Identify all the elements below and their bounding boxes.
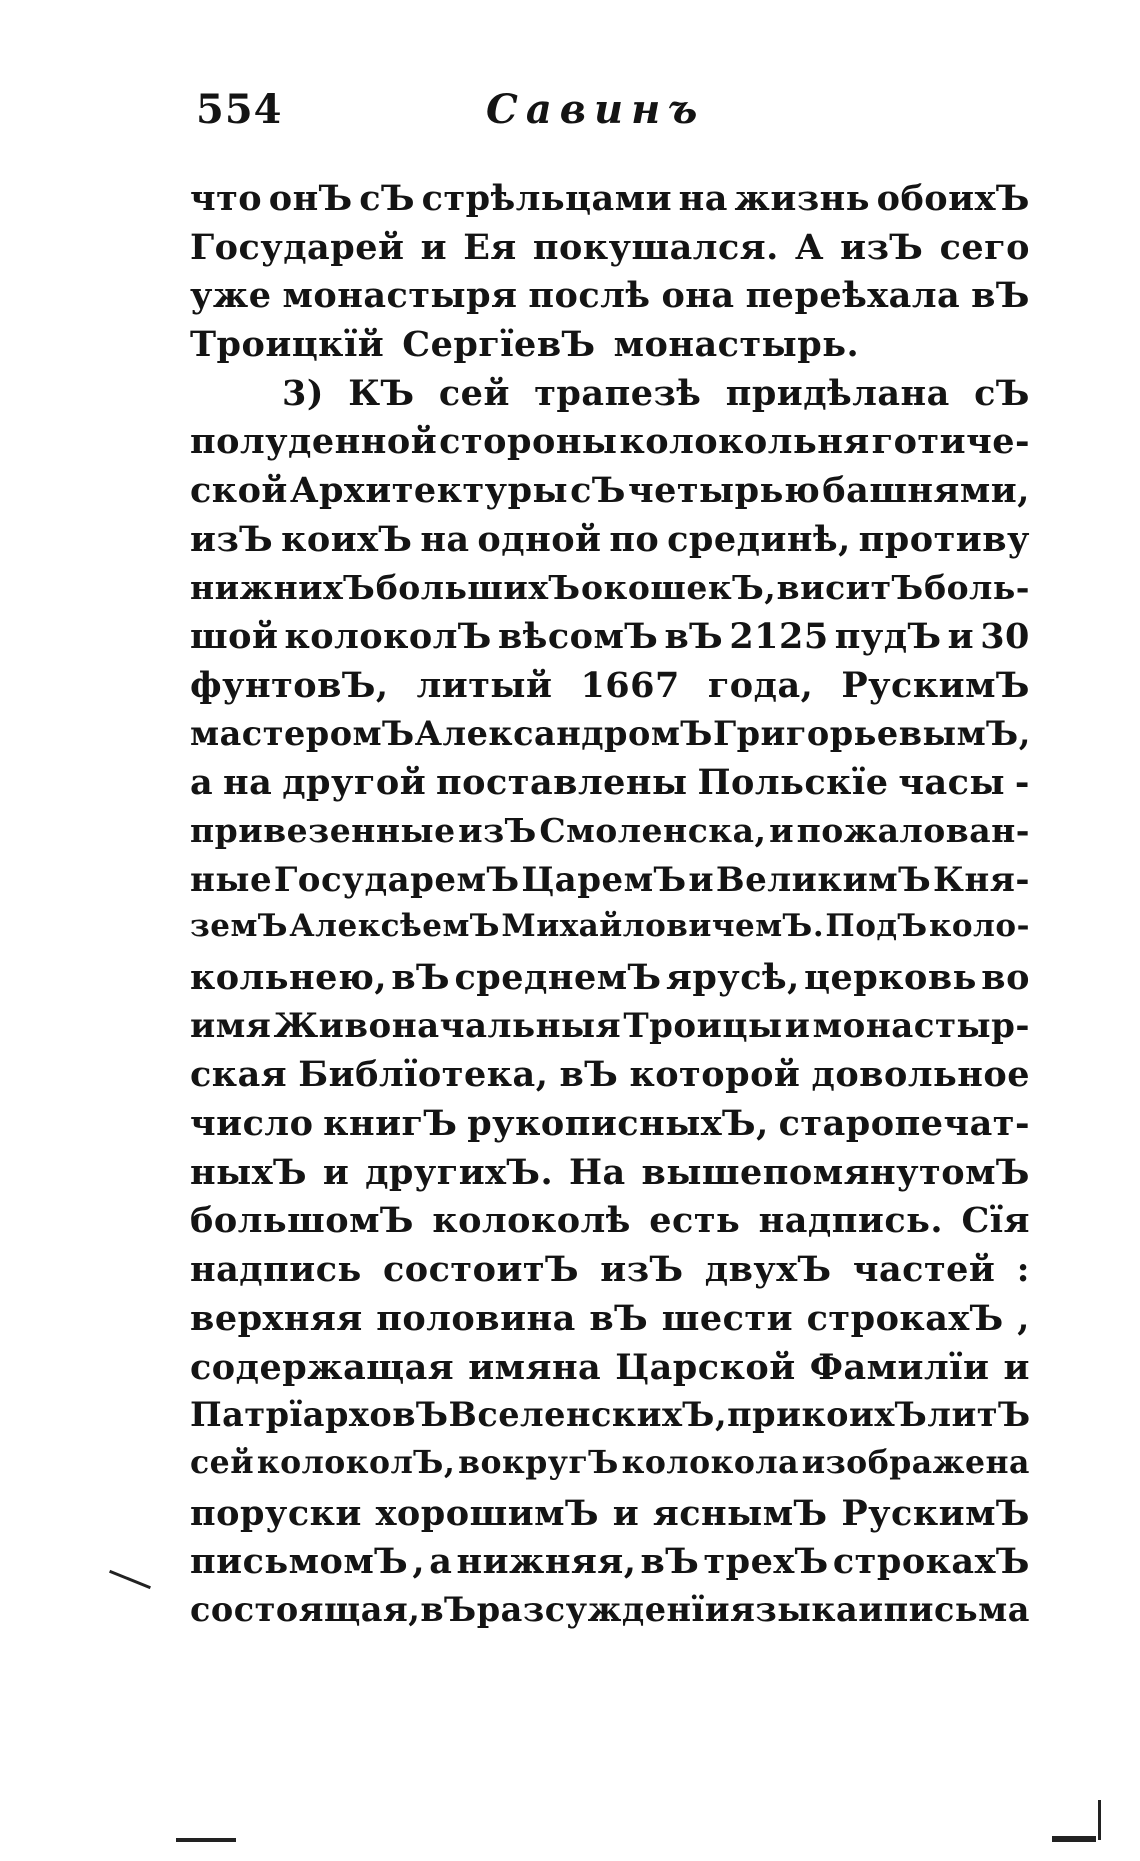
word: РускимЪ	[841, 1492, 1030, 1534]
word: Государей	[190, 226, 405, 268]
word: привезенные	[190, 810, 456, 850]
word: переѣхала	[745, 275, 961, 317]
word: полуденной	[190, 421, 438, 463]
word: и	[784, 1005, 811, 1046]
word: надпись.	[758, 1200, 944, 1242]
word: кольнею,	[190, 957, 388, 998]
word: придѣлана	[725, 372, 950, 414]
word: готиче-	[871, 421, 1030, 463]
word: а	[429, 1541, 453, 1583]
word: ,	[1017, 1297, 1030, 1339]
word: на	[678, 178, 728, 219]
word: 1667	[580, 664, 680, 706]
word: поруски	[190, 1492, 362, 1534]
word: вЪ	[559, 1054, 619, 1096]
word: на	[420, 518, 470, 560]
text-line	[190, 1395, 1030, 1444]
text-line	[190, 1590, 1030, 1639]
word: окошекЪ,	[581, 567, 777, 607]
word: довольное	[811, 1054, 1030, 1096]
word: жизнь	[734, 178, 871, 219]
word: изЪ	[458, 810, 537, 850]
word: Фамилїи	[809, 1346, 990, 1388]
word: колокола	[621, 1443, 799, 1481]
word: содержащая	[190, 1346, 455, 1388]
word: ЦаремЪ	[521, 859, 687, 900]
word: Ея	[463, 226, 517, 268]
text-line	[190, 811, 1030, 860]
word: среднемЪ	[454, 957, 662, 998]
word: ныхЪ	[190, 1151, 308, 1193]
running-head: Савинъ	[486, 86, 706, 133]
word: частей	[852, 1249, 996, 1291]
word: ВеликимЪ	[715, 859, 932, 900]
word: ская	[190, 1054, 288, 1096]
word: обоихЪ	[876, 178, 1030, 219]
word: и	[688, 859, 715, 900]
word: изЪ	[840, 226, 924, 268]
text-line	[190, 275, 1030, 324]
text-line	[190, 957, 1030, 1006]
word: которой	[629, 1054, 801, 1096]
text-line	[190, 324, 1030, 373]
word: ПодЪ	[825, 908, 928, 945]
word: большихЪ	[375, 567, 581, 607]
word: Смоленска,	[539, 810, 767, 850]
word: другой	[282, 762, 427, 804]
word: коло-	[928, 908, 1030, 945]
word: 2125	[729, 616, 829, 658]
text-line	[190, 1152, 1030, 1201]
scan-mark	[1052, 1836, 1096, 1842]
text-line	[190, 1006, 1030, 1055]
word: яснымЪ	[652, 1492, 828, 1534]
word: состоитЪ	[382, 1249, 580, 1291]
word: противу	[858, 518, 1030, 560]
word: Кня-	[932, 859, 1030, 900]
text-line	[190, 1200, 1030, 1249]
word: изображена	[801, 1443, 1030, 1481]
word: пудЪ	[834, 616, 942, 658]
word: монастыр-	[812, 1005, 1030, 1046]
word: А	[794, 226, 824, 268]
word: письмомЪ	[190, 1541, 409, 1583]
word: ярусѣ,	[665, 957, 800, 998]
word: вЪ	[971, 275, 1030, 317]
word: сей	[190, 1443, 255, 1481]
word: сего	[939, 226, 1030, 268]
word: вѣсомЪ	[497, 616, 659, 658]
word: шой	[190, 616, 279, 658]
word: стороны	[439, 421, 618, 463]
text-line	[190, 762, 1030, 811]
text-line	[190, 714, 1030, 763]
scan-mark	[176, 1838, 236, 1842]
word: МихайловичемЪ.	[501, 908, 825, 945]
word: РускимЪ	[841, 664, 1030, 706]
word: и	[612, 1492, 640, 1534]
word: КЪ	[348, 372, 415, 414]
scan-mark	[1098, 1800, 1101, 1840]
word: строкахЪ	[806, 1297, 1004, 1339]
word: строкахЪ	[832, 1541, 1030, 1583]
word: онЪ	[268, 178, 353, 219]
word: нижняя,	[456, 1541, 637, 1583]
word: часы	[898, 762, 1006, 804]
word: шести	[661, 1297, 794, 1339]
word: вокругЪ	[458, 1443, 619, 1481]
word: сЪ	[570, 470, 626, 512]
word: число	[190, 1103, 314, 1145]
text-line	[190, 227, 1030, 276]
word: Сїя	[961, 1200, 1030, 1242]
word: хорошимЪ	[375, 1492, 600, 1534]
word: мастеромЪ	[190, 713, 415, 753]
word: -	[1014, 762, 1030, 804]
word: ные	[190, 859, 273, 900]
word: сЪ	[974, 372, 1030, 414]
word: вЪ	[589, 1297, 649, 1339]
word: ПатрїарховЪ	[190, 1395, 449, 1435]
word: верхняя	[190, 1297, 363, 1339]
text-line	[190, 519, 1030, 568]
word: литый	[416, 664, 553, 706]
word: виситЪ	[776, 567, 924, 607]
word: имя	[190, 1005, 272, 1046]
word: стрѣльцами	[421, 178, 673, 219]
word: АлексѣемЪ	[289, 908, 501, 945]
text-line	[190, 1347, 1030, 1396]
page-number: 554	[196, 86, 283, 133]
text-line	[190, 665, 1030, 714]
text-line	[190, 908, 1030, 957]
word: и	[322, 1151, 350, 1193]
word: Живоначальныя	[273, 1005, 622, 1046]
word: по	[609, 518, 660, 560]
text-line	[190, 421, 1030, 470]
word: монастыря	[282, 275, 518, 317]
word: 30	[980, 616, 1030, 658]
word: :	[1016, 1249, 1030, 1291]
word: разсужденїи	[476, 1589, 731, 1629]
word: боль-	[924, 567, 1030, 607]
word: а	[190, 762, 214, 804]
word: и	[769, 810, 795, 850]
word: колоколѣ	[432, 1200, 631, 1242]
word: вЪ	[420, 1589, 477, 1629]
word: колокольня	[619, 421, 870, 463]
word: надпись	[190, 1249, 362, 1291]
word: АлександромЪ	[414, 713, 713, 753]
word: ГригорьевымЪ,	[712, 713, 1031, 753]
word: и	[858, 1589, 884, 1629]
text-line	[190, 1249, 1030, 1298]
page-header	[196, 86, 1036, 146]
word: послѣ	[528, 275, 651, 317]
word: 3)	[282, 372, 324, 414]
word: нижнихЪ	[190, 567, 376, 607]
word: ВселенскихЪ,	[448, 1395, 728, 1435]
word: во	[981, 957, 1030, 998]
word: и	[947, 616, 975, 658]
word: На	[568, 1151, 626, 1193]
word: монастырь.	[613, 324, 860, 366]
word: Польскїе	[697, 762, 889, 804]
word: СергїевЪ	[402, 324, 596, 366]
word: старопечат-	[778, 1103, 1030, 1145]
word: вышепомянутомЪ	[641, 1151, 1030, 1193]
word: колоколЪ	[284, 616, 492, 658]
word: трапезѣ	[534, 372, 702, 414]
text-line	[190, 860, 1030, 909]
word: года,	[707, 664, 814, 706]
word: вЪ	[391, 957, 451, 998]
word: Троицы	[623, 1005, 783, 1046]
text-line	[190, 1493, 1030, 1542]
word: коихЪ	[801, 1395, 928, 1435]
word: фунтовЪ,	[190, 664, 389, 706]
text-line	[190, 178, 1030, 227]
word: есть	[649, 1200, 741, 1242]
text-line	[190, 373, 1030, 422]
word: состоящая,	[190, 1589, 421, 1629]
word: ской	[190, 470, 288, 512]
word: изЪ	[190, 518, 274, 560]
word: книгЪ	[323, 1103, 458, 1145]
word: сей	[438, 372, 510, 414]
word: на	[223, 762, 273, 804]
word: земЪ	[190, 908, 289, 945]
word: Троицкїй	[190, 324, 385, 366]
text-line	[190, 1541, 1030, 1590]
word: что	[190, 178, 263, 219]
text-line	[190, 1298, 1030, 1347]
word: имяна	[468, 1346, 602, 1388]
word: двухЪ	[704, 1249, 832, 1291]
word: уже	[190, 275, 272, 317]
word: большомЪ	[190, 1200, 414, 1242]
word: колоколЪ,	[256, 1443, 456, 1481]
word: рукописныхЪ,	[467, 1103, 769, 1145]
word: ,	[412, 1541, 426, 1583]
word: она	[661, 275, 735, 317]
text-line	[190, 1054, 1030, 1103]
word: письма	[883, 1589, 1030, 1629]
word: вЪ	[664, 616, 724, 658]
word: коихЪ	[281, 518, 413, 560]
word: и	[420, 226, 448, 268]
word: срединѣ,	[667, 518, 851, 560]
word: церковь	[804, 957, 977, 998]
word: другихЪ.	[365, 1151, 554, 1193]
word: трехЪ	[703, 1541, 829, 1583]
text-line	[190, 1444, 1030, 1493]
word: сЪ	[359, 178, 416, 219]
word: четырью	[627, 470, 821, 512]
word: поставлены	[436, 762, 688, 804]
text-line	[190, 568, 1030, 617]
word: литЪ	[927, 1395, 1031, 1435]
text-line	[190, 1103, 1030, 1152]
word: при	[727, 1395, 802, 1435]
word: изЪ	[600, 1249, 684, 1291]
word: и	[1003, 1346, 1030, 1388]
word: Архитектуры	[289, 470, 569, 512]
word: башнями,	[822, 470, 1030, 512]
word: Библїотека,	[298, 1054, 549, 1096]
scan-mark	[109, 1570, 151, 1589]
word: языка	[730, 1589, 859, 1629]
text-line	[190, 616, 1030, 665]
word: одной	[477, 518, 602, 560]
word: пожалован-	[796, 810, 1030, 850]
word: половина	[376, 1297, 576, 1339]
word: вЪ	[640, 1541, 700, 1583]
word: покушался.	[532, 226, 779, 268]
word: ГосударемЪ	[273, 859, 520, 900]
text-line	[190, 470, 1030, 519]
word: Царской	[615, 1346, 796, 1388]
body-text	[190, 178, 1030, 1639]
